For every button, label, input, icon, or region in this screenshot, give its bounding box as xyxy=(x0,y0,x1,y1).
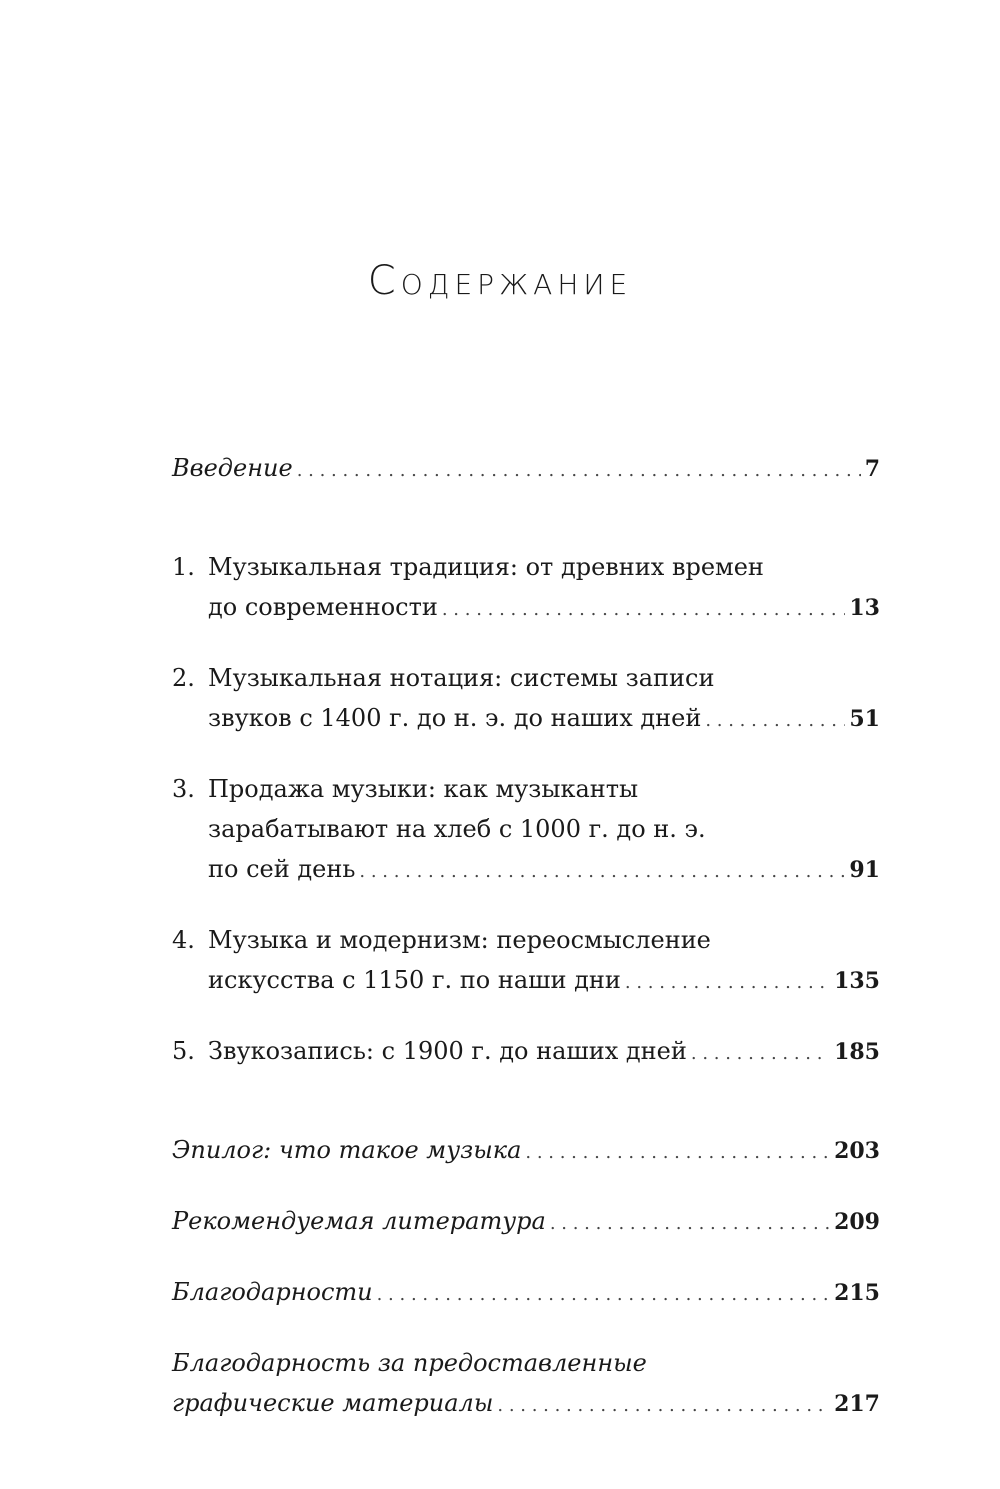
toc-entry-epilogue xyxy=(172,1130,880,1173)
dot-leader xyxy=(525,1133,830,1173)
toc-entry-chapter-2 xyxy=(172,658,880,741)
toc-entry-label: Музыкальная традиция: от древних времен xyxy=(208,553,764,581)
chapter-number: 1. xyxy=(172,553,195,581)
toc-entry-label: Введение xyxy=(172,454,293,482)
toc-entry-label: Музыка и модернизм: переосмысление xyxy=(208,926,711,954)
toc-entry-label: Благодарности xyxy=(172,1278,373,1306)
toc-entry-label: Благодарность за предоставленные xyxy=(172,1349,647,1377)
chapter-number: 4. xyxy=(172,926,195,954)
toc-entry-label: Продажа музыки: как музыканты xyxy=(208,775,639,803)
toc-entry-acknowledgements xyxy=(172,1272,880,1315)
dot-leader xyxy=(442,590,846,630)
toc-entry-label: звуков с 1400 г. до н. э. до наших дней xyxy=(208,704,702,732)
toc-entry-label: Звукозапись: с 1900 г. до наших дней xyxy=(208,1037,687,1065)
toc-entry-label: Музыкальная нотация: системы записи xyxy=(208,664,715,692)
dot-leader xyxy=(550,1204,830,1244)
dot-leader xyxy=(359,852,845,892)
toc-page-number: 217 xyxy=(834,1391,880,1417)
chapter-number: 5. xyxy=(172,1037,195,1065)
toc-page-number: 185 xyxy=(834,1039,880,1065)
toc-entry-label: Эпилог: что такое музыка xyxy=(172,1136,522,1164)
dot-leader xyxy=(497,1386,830,1426)
toc-page-number: 91 xyxy=(849,857,880,883)
toc-page-number: 7 xyxy=(864,456,880,482)
dot-leader xyxy=(691,1034,830,1074)
toc-entry-chapter-3 xyxy=(172,769,880,892)
toc-entry-label: графические материалы xyxy=(172,1389,494,1417)
toc-entry-label: по сей день xyxy=(208,855,356,883)
toc-entry-picture-credits xyxy=(172,1343,880,1426)
dot-leader xyxy=(377,1275,830,1315)
chapter-number: 3. xyxy=(172,775,195,803)
chapter-number: 2. xyxy=(172,664,195,692)
toc-entry-chapter-4 xyxy=(172,920,880,1003)
toc-entry-intro xyxy=(172,448,880,491)
toc-entry-reading xyxy=(172,1201,880,1244)
toc-entry-label: искусства с 1150 г. по наши дни xyxy=(208,966,621,994)
toc-entry-chapter-5 xyxy=(172,1031,880,1074)
toc-page-number: 209 xyxy=(834,1209,880,1235)
toc-page-number: 51 xyxy=(849,706,880,732)
toc-page-number: 135 xyxy=(834,968,880,994)
toc-page-number: 215 xyxy=(834,1280,880,1306)
toc-entry-label: зарабатывают на хлеб с 1000 г. до н. э. xyxy=(208,815,706,843)
table-of-contents xyxy=(172,448,880,1426)
toc-entry-chapter-1 xyxy=(172,547,880,630)
page-title: Содержание xyxy=(367,258,633,304)
dot-leader xyxy=(297,451,861,491)
dot-leader xyxy=(705,701,845,741)
dot-leader xyxy=(625,963,830,1003)
toc-entry-label: до современности xyxy=(208,593,438,621)
toc-page-number: 13 xyxy=(849,595,880,621)
toc-entry-label: Рекомендуемая литература xyxy=(172,1207,546,1235)
toc-page-number: 203 xyxy=(834,1138,880,1164)
